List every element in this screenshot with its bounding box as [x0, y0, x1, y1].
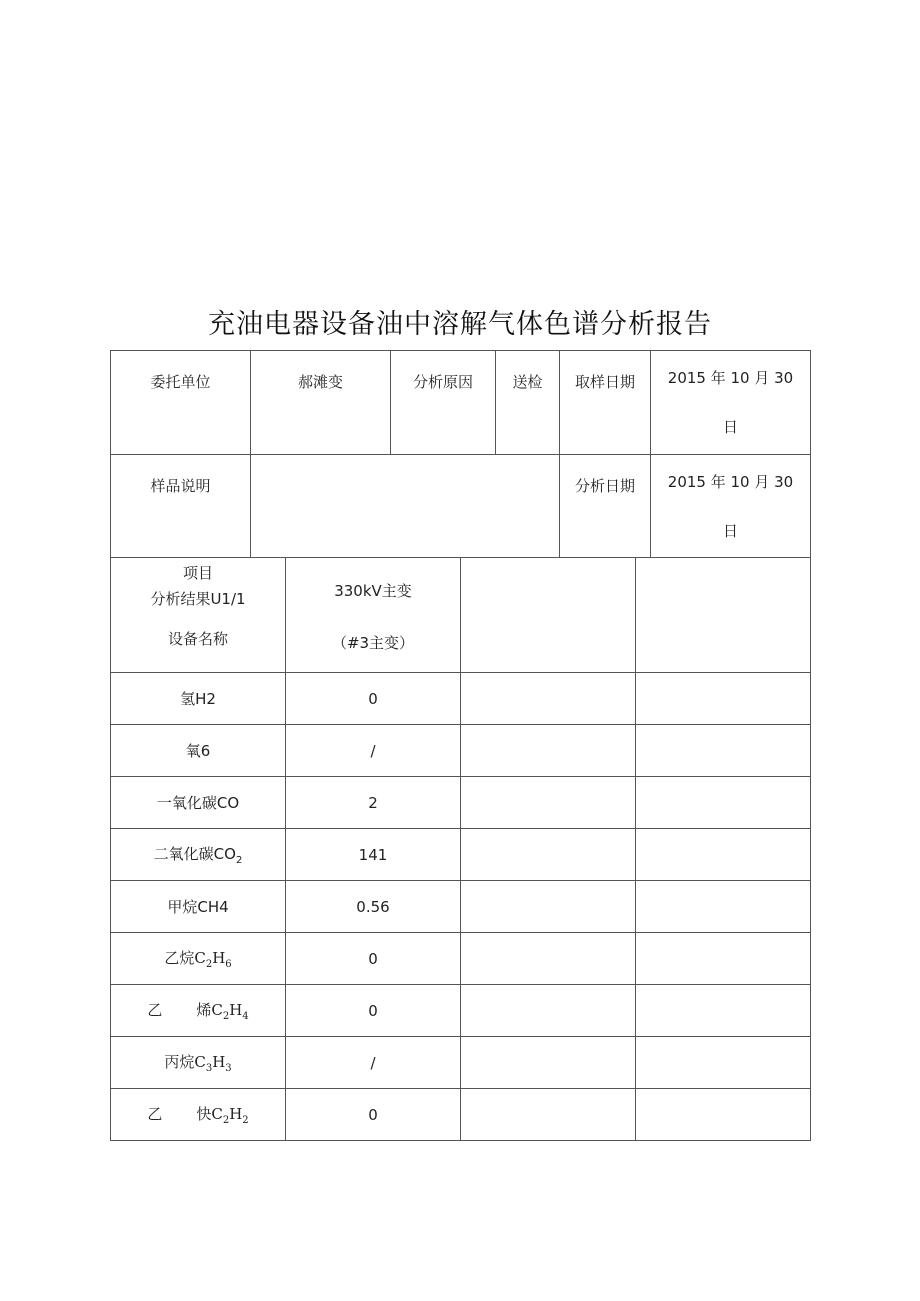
analysis-reason-label: 分析原因 [391, 351, 496, 455]
analysis-date-line2: 日 [722, 522, 738, 540]
empty-cell [461, 1037, 636, 1089]
empty-cell [636, 558, 811, 673]
gas-name-text: 丙烷 [164, 1053, 195, 1071]
sample-date-line2: 日 [722, 418, 738, 436]
gas-value: 0 [286, 933, 461, 985]
empty-cell [636, 881, 811, 933]
gas-formula: $C_2H_6$ [194, 949, 232, 970]
empty-cell [461, 725, 636, 777]
sample-desc-value [251, 455, 560, 559]
gas-name [111, 933, 286, 985]
empty-cell [636, 933, 811, 985]
device-name-line1: 330kV主变 [334, 582, 412, 600]
table-row [111, 881, 811, 933]
gas-name-text: 二氧化碳CO [153, 845, 236, 863]
gas-value: 141 [286, 829, 461, 881]
gas-formula: $C_2H_2$ [211, 1105, 249, 1126]
gas-name-subscript: 2 [235, 855, 243, 866]
table-row [111, 673, 811, 725]
gas-name [111, 829, 286, 881]
empty-cell [461, 985, 636, 1037]
empty-cell [461, 933, 636, 985]
empty-cell [636, 829, 811, 881]
analysis-date-label: 分析日期 [560, 455, 651, 559]
table-row [111, 725, 811, 777]
entrust-unit-label: 委托单位 [111, 351, 251, 455]
gas-value: 0 [286, 673, 461, 725]
device-name-line2: （#3主变） [331, 634, 415, 652]
empty-cell [636, 725, 811, 777]
empty-cell [461, 777, 636, 829]
gas-name [111, 985, 286, 1037]
gas-value: 0 [286, 1089, 461, 1141]
table-row [111, 985, 811, 1037]
table-row [111, 1089, 811, 1141]
gas-value: / [286, 725, 461, 777]
sample-desc-label: 样品说明 [111, 455, 251, 559]
header-diagonal-cell [111, 558, 286, 673]
gas-name-part-b: 烯 [196, 1001, 212, 1019]
gas-name: 氢H2 [111, 673, 286, 725]
results-header-row [111, 558, 811, 673]
empty-cell [636, 985, 811, 1037]
gas-name: 氧6 [111, 725, 286, 777]
gas-name: 一氧化碳CO [111, 777, 286, 829]
analysis-date-value [651, 455, 811, 559]
table-row [111, 1037, 811, 1089]
gas-value: 0 [286, 985, 461, 1037]
info-row-1 [111, 351, 811, 455]
device-name-cell [286, 558, 461, 673]
gas-name [111, 1089, 286, 1141]
entrust-unit-value: 郝滩变 [251, 351, 391, 455]
gas-name [111, 1037, 286, 1089]
header-device-label: 设备名称 [167, 630, 228, 648]
table-row [111, 777, 811, 829]
empty-cell [636, 1037, 811, 1089]
empty-cell [461, 673, 636, 725]
empty-cell [461, 881, 636, 933]
report-info-table [110, 350, 811, 559]
analysis-date-line1: 2015 年 10 月 30 [667, 473, 794, 491]
gas-name: 甲烷CH4 [111, 881, 286, 933]
empty-cell [461, 558, 636, 673]
gas-name-part-a: 乙 [147, 1105, 163, 1123]
results-table [110, 557, 811, 1141]
gas-formula: $C_3H_3$ [194, 1053, 232, 1074]
table-row [111, 933, 811, 985]
empty-cell [636, 777, 811, 829]
empty-cell [461, 1089, 636, 1141]
gas-value: 2 [286, 777, 461, 829]
header-item-label: 项目 [182, 564, 213, 582]
gas-value: / [286, 1037, 461, 1089]
gas-name-part-a: 乙 [147, 1001, 163, 1019]
gas-name-text: 乙烷 [164, 949, 195, 967]
gas-formula: $C_2H_4$ [211, 1001, 249, 1022]
page-title: 充油电器设备油中溶解气体色谱分析报告 [208, 309, 712, 340]
info-row-2 [111, 455, 811, 559]
gas-name-part-b: 快 [196, 1105, 212, 1123]
header-result-label: 分析结果U1/1 [150, 590, 246, 608]
empty-cell [461, 829, 636, 881]
sample-date-line1: 2015 年 10 月 30 [667, 369, 794, 387]
empty-cell [636, 673, 811, 725]
analysis-reason-value: 送检 [496, 351, 560, 455]
empty-cell [636, 1089, 811, 1141]
sample-date-value [651, 351, 811, 455]
sample-date-label: 取样日期 [560, 351, 651, 455]
gas-value: 0.56 [286, 881, 461, 933]
table-row [111, 829, 811, 881]
